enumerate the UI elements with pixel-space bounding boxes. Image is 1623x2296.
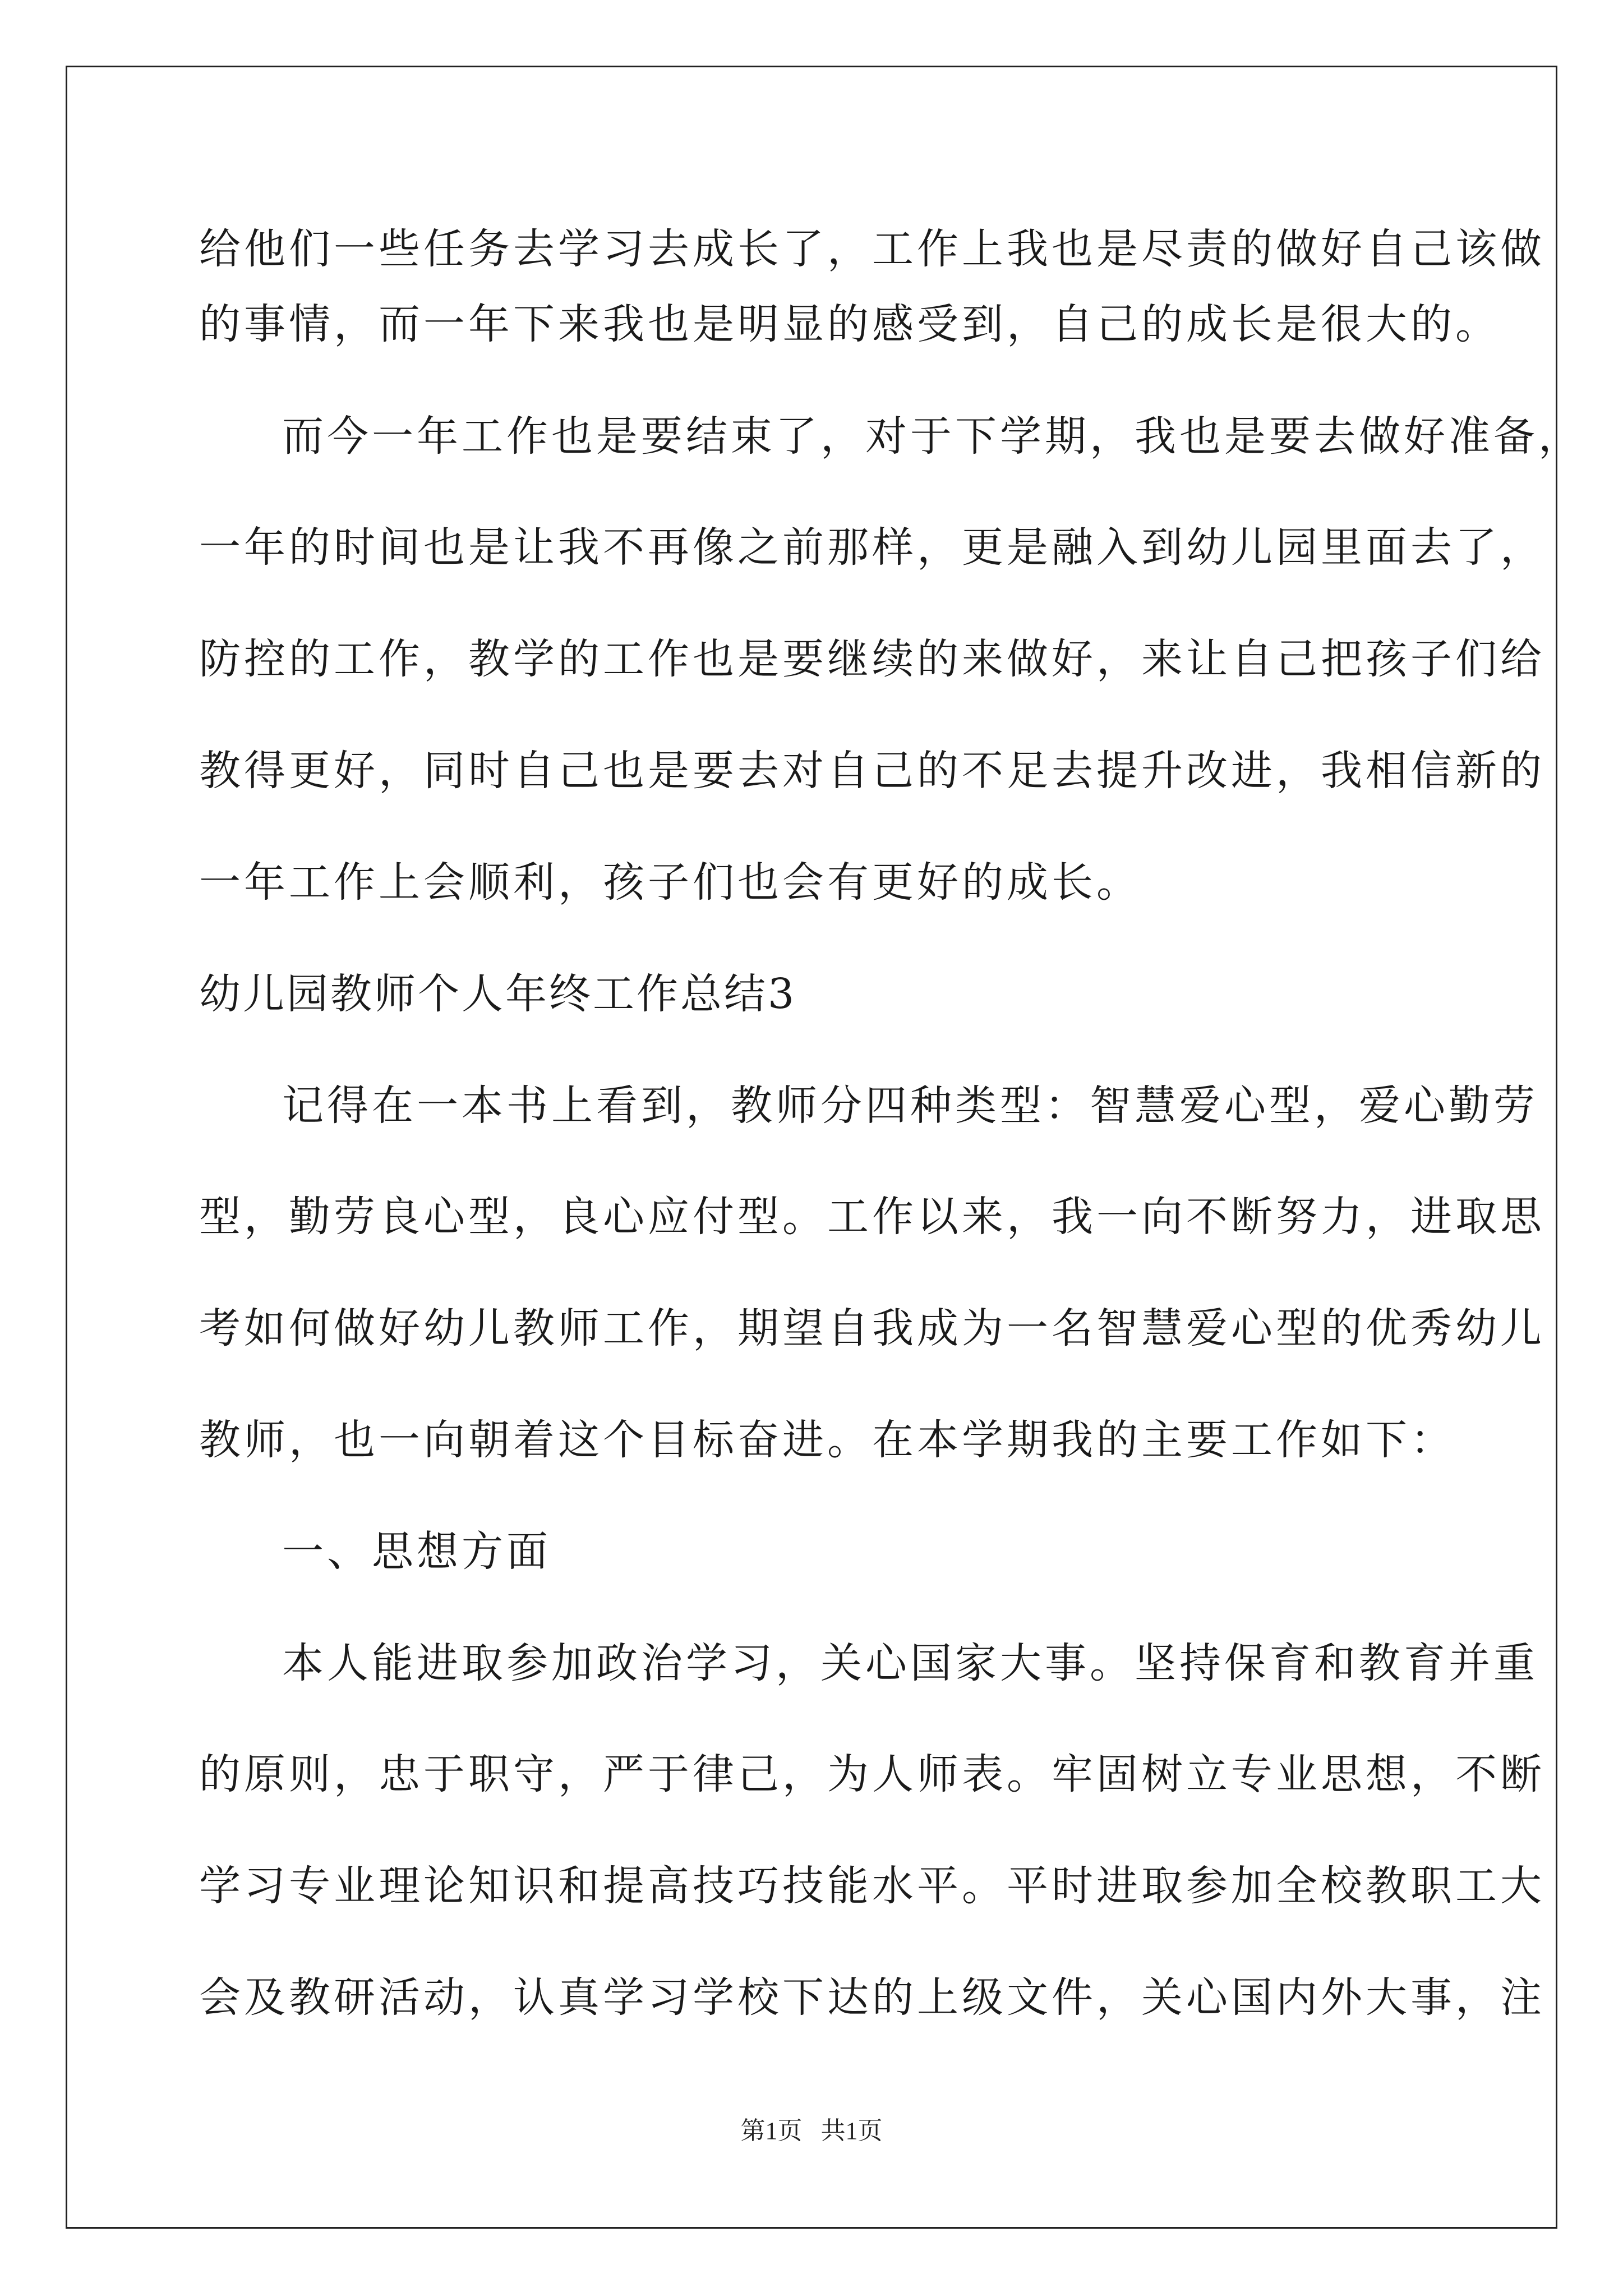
body-line: 防控的工作，教学的工作也是要继续的来做好，来让自己把孩子们给 <box>199 635 1545 683</box>
body-line: 记得在一本书上看到，教师分四种类型：智慧爱心型，爱心勤劳 <box>282 1082 1538 1130</box>
body-line: 本人能进取参加政治学习，关心国家大事。坚持保育和教育并重 <box>282 1639 1538 1687</box>
section-heading: 幼儿园教师个人年终工作总结3 <box>199 970 797 1018</box>
page-footer: 第1页 共1页 <box>740 2117 883 2145</box>
body-line: 教得更好，同时自己也是要去对自己的不足去提升改进，我相信新的 <box>199 747 1545 795</box>
body-line: 考如何做好幼儿教师工作，期望自我成为一名智慧爱心型的优秀幼儿 <box>199 1304 1545 1352</box>
body-line: 的原则，忠于职守，严于律己，为人师表。牢固树立专业思想，不断 <box>199 1750 1545 1798</box>
body-line: 一年的时间也是让我不再像之前那样，更是融入到幼儿园里面去了， <box>199 523 1545 572</box>
body-line: 型，勤劳良心型，良心应付型。工作以来，我一向不断努力，进取思 <box>199 1193 1545 1241</box>
body-line: 给他们一些任务去学习去成长了，工作上我也是尽责的做好自己该做 <box>199 225 1545 273</box>
body-line: 一年工作上会顺利，孩子们也会有更好的成长。 <box>199 858 1141 907</box>
body-line: 而今一年工作也是要结束了，对于下学期，我也是要去做好准备， <box>282 412 1583 461</box>
body-line: 教师，也一向朝着这个目标奋进。在本学期我的主要工作如下： <box>199 1416 1455 1464</box>
subsection-heading: 一、思想方面 <box>282 1527 551 1576</box>
body-line: 的事情，而一年下来我也是明显的感受到，自己的成长是很大的。 <box>199 300 1500 348</box>
body-line: 会及教研活动，认真学习学校下达的上级文件，关心国内外大事，注 <box>199 1973 1545 2022</box>
body-line: 学习专业理论知识和提高技巧技能水平。平时进取参加全校教职工大 <box>199 1862 1545 1910</box>
